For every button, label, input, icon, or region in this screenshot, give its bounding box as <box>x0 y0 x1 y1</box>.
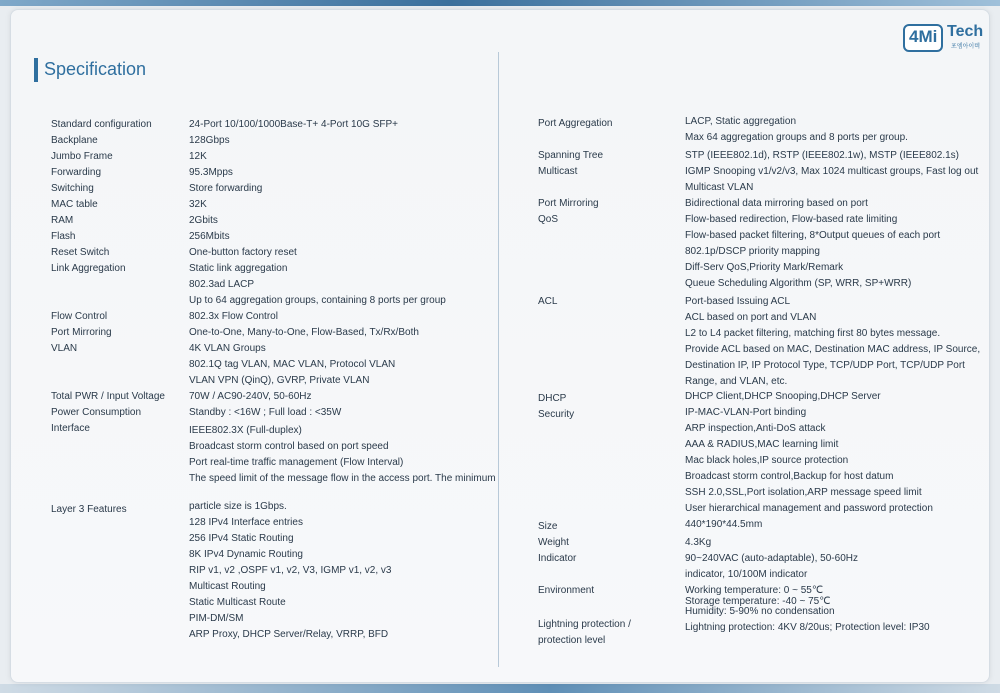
left-spec-value: One-to-One, Many-to-One, Flow-Based, Tx/Rx/Both <box>189 327 419 338</box>
left-spec-value: Store forwarding <box>189 183 263 194</box>
left-spec-label: Reset Switch <box>51 247 110 258</box>
right-spec-value: ACL based on port and VLAN <box>685 312 817 323</box>
left-spec-value: 256Mbits <box>189 231 230 242</box>
left-spec-value: VLAN VPN (QinQ), GVRP, Private VLAN <box>189 375 370 386</box>
left-spec-value: Static Multicast Route <box>189 597 286 608</box>
right-spec-value: Flow-based packet filtering, 8*Output queues of each port <box>685 230 941 241</box>
right-spec-label: Size <box>538 521 558 532</box>
left-spec-label: Backplane <box>51 135 98 146</box>
left-spec-value: Port real-time traffic management (Flow Interval) <box>189 457 404 468</box>
left-spec-value: One-button factory reset <box>189 247 297 258</box>
left-spec-value: IEEE802.3X (Full-duplex) <box>189 425 302 436</box>
right-spec-value: IP-MAC-VLAN-Port binding <box>685 407 807 418</box>
right-spec-value: Provide ACL based on MAC, Destination MAC address, IP Source, <box>685 344 981 355</box>
company-logo <box>903 20 983 52</box>
right-spec-label: Port Mirroring <box>538 198 599 209</box>
right-spec-value: User hierarchical management and password protection <box>685 503 933 514</box>
right-spec-label: Weight <box>538 537 569 548</box>
right-spec-value: Port-based Issuing ACL <box>685 296 791 307</box>
right-spec-value: 440*190*44.5mm <box>685 519 763 530</box>
right-spec-value: SSH 2.0,SSL,Port isolation,ARP message speed limit <box>685 487 922 498</box>
bottom-accent-bar <box>0 684 1000 693</box>
right-spec-value: Multicast VLAN <box>685 182 754 193</box>
right-spec-value: ARP inspection,Anti-DoS attack <box>685 423 826 434</box>
left-spec-label: Switching <box>51 183 94 194</box>
left-spec-label: Total PWR / Input Voltage <box>51 391 165 402</box>
left-spec-label: MAC table <box>51 199 98 210</box>
right-spec-label: Security <box>538 409 575 420</box>
left-spec-value: 95.3Mpps <box>189 167 233 178</box>
left-spec-label: Jumbo Frame <box>51 151 113 162</box>
left-spec-label: Power Consumption <box>51 407 142 418</box>
left-spec-value: Multicast Routing <box>189 581 266 592</box>
left-spec-value: particle size is 1Gbps. <box>189 501 287 512</box>
left-spec-label: Forwarding <box>51 167 102 178</box>
left-spec-label: Interface <box>51 423 90 434</box>
top-accent-bar <box>0 0 1000 6</box>
left-spec-value: RIP v1, v2 ,OSPF v1, v2, V3, IGMP v1, v2, v3 <box>189 565 392 576</box>
left-spec-value: 32K <box>189 199 207 210</box>
right-spec-value: Destination IP, IP Protocol Type, TCP/UDP Port, TCP/UDP Port <box>685 360 965 371</box>
left-spec-value: 128Gbps <box>189 135 230 146</box>
right-spec-label: Port Aggregation <box>538 118 613 129</box>
left-spec-value: Standby : <16W ; Full load : <35W <box>189 407 342 418</box>
left-spec-value: 70W / AC90-240V, 50-60Hz <box>189 391 312 402</box>
left-spec-value: Broadcast storm control based on port speed <box>189 441 389 452</box>
left-spec-label: Flow Control <box>51 311 108 322</box>
right-spec-value: 4.3Kg <box>685 537 712 548</box>
left-spec-value: 2Gbits <box>189 215 218 226</box>
right-spec-label: QoS <box>538 214 559 225</box>
page-title: Specification <box>44 59 147 79</box>
left-spec-label: RAM <box>51 215 74 226</box>
right-spec-label: ACL <box>538 296 558 307</box>
right-spec-value: Diff-Serv QoS,Priority Mark/Remark <box>685 262 844 273</box>
left-spec-label: Flash <box>51 231 76 242</box>
left-spec-value: ARP Proxy, DHCP Server/Relay, VRRP, BFD <box>189 629 389 640</box>
right-spec-value: LACP, Static aggregation <box>685 116 797 127</box>
left-spec-value: 128 IPv4 Interface entries <box>189 517 303 528</box>
right-spec-value: Queue Scheduling Algorithm (SP, WRR, SP+WRR) <box>685 278 912 289</box>
left-spec-value: Static link aggregation <box>189 263 288 274</box>
left-spec-label: Port Mirroring <box>51 327 112 338</box>
left-spec-label: VLAN <box>51 343 78 354</box>
right-spec-value: Working temperature: 0 ~ 55℃ <box>685 585 824 596</box>
left-spec-value: The speed limit of the message flow in the access port. The minimum <box>189 473 496 484</box>
left-spec-value: 802.1Q tag VLAN, MAC VLAN, Protocol VLAN <box>189 359 396 370</box>
left-spec-label: Standard configuration <box>51 119 152 130</box>
title-accent <box>34 58 38 82</box>
right-spec-label: Lightning protection / protection level <box>538 619 631 646</box>
left-spec-value: 24-Port 10/100/1000Base-T+ 4-Port 10G SFP+ <box>189 119 399 130</box>
right-spec-label: Environment <box>538 585 595 596</box>
logo-subtitle: 포엠아이텍 <box>951 44 980 50</box>
right-spec-label: Multicast <box>538 166 578 177</box>
left-spec-label: Layer 3 Features <box>51 504 127 515</box>
left-spec-value: 802.3ad LACP <box>189 279 255 290</box>
left-spec-value: 256 IPv4 Static Routing <box>189 533 294 544</box>
right-spec-value: Range, and VLAN, etc. <box>685 376 788 387</box>
right-spec-value: Bidirectional data mirroring based on port <box>685 198 868 209</box>
left-spec-label: Link Aggregation <box>51 263 126 274</box>
right-spec-value: Storage temperature: -40 ~ 75℃ <box>685 595 831 607</box>
right-spec-value: Flow-based redirection, Flow-based rate limiting <box>685 214 898 225</box>
right-spec-value: Max 64 aggregation groups and 8 ports per group. <box>685 132 908 143</box>
right-spec-value: STP (IEEE802.1d), RSTP (IEEE802.1w), MSTP (IEEE802.1s) <box>685 150 960 161</box>
logo-wordmark: Tech <box>947 23 984 40</box>
left-spec-value: 802.3x Flow Control <box>189 311 278 322</box>
right-spec-label: DHCP <box>538 393 567 404</box>
left-spec-value: PIM-DM/SM <box>189 613 244 624</box>
right-spec-value: L2 to L4 packet filtering, matching first 80 bytes message. <box>685 328 941 339</box>
right-spec-value: 90~240VAC (auto-adaptable), 50-60Hz <box>685 553 858 564</box>
column-divider <box>498 52 499 667</box>
right-spec-label: Indicator <box>538 553 577 564</box>
right-spec-value: 802.1p/DSCP priority mapping <box>685 246 820 257</box>
right-spec-value: Humidity: 5-90% no condensation <box>685 606 835 617</box>
left-spec-value: 12K <box>189 151 207 162</box>
logo-mark: 4Mi <box>903 24 943 52</box>
right-spec-value: Broadcast storm control,Backup for host datum <box>685 471 894 482</box>
right-spec-label: Spanning Tree <box>538 150 604 161</box>
left-spec-value: 4K VLAN Groups <box>189 343 266 354</box>
right-spec-value: Lightning protection: 4KV 8/20us; Protection level: IP30 <box>685 622 930 633</box>
right-spec-value: AAA & RADIUS,MAC learning limit <box>685 439 839 450</box>
right-spec-value: Mac black holes,IP source protection <box>685 455 849 466</box>
right-spec-value: indicator, 10/100M indicator <box>685 569 808 580</box>
left-spec-value: 8K IPv4 Dynamic Routing <box>189 549 303 560</box>
left-spec-value: Up to 64 aggregation groups, containing 8 ports per group <box>189 295 446 306</box>
right-spec-value: DHCP Client,DHCP Snooping,DHCP Server <box>685 391 881 402</box>
right-spec-value: IGMP Snooping v1/v2/v3, Max 1024 multicast groups, Fast log out <box>685 166 979 177</box>
